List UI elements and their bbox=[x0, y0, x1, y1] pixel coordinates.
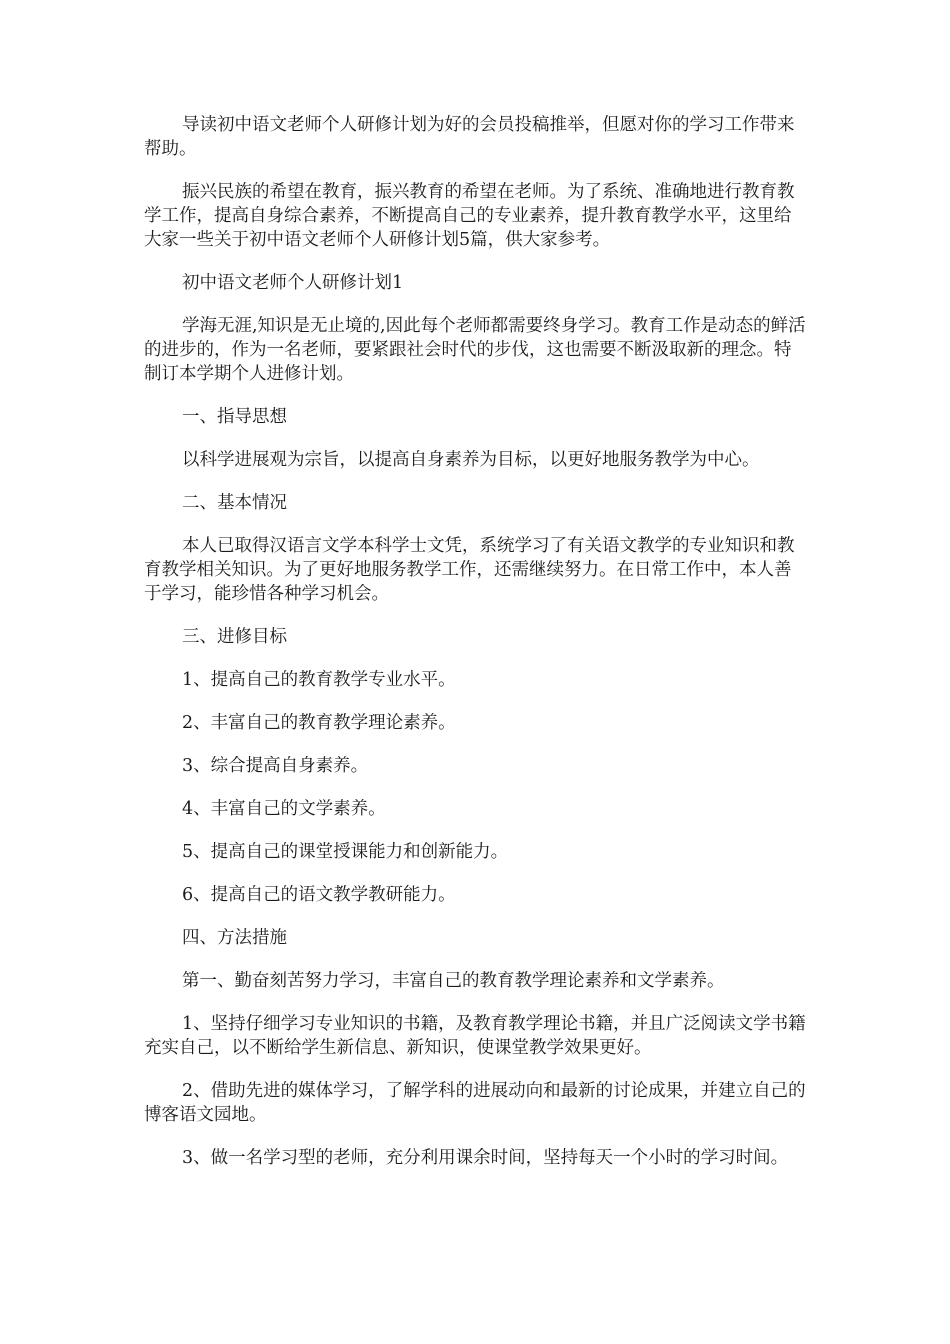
plan-title: 初中语文老师个人研修计划1 bbox=[182, 273, 404, 293]
intro-paragraph: 导读初中语文老师个人研修计划为好的会员投稿推举，但愿对你的学习工作带来帮助。 bbox=[144, 115, 795, 159]
method-heading-1: 第一、勤奋刻苦努力学习，丰富自己的教育教学理论素养和文学素养。 bbox=[182, 971, 725, 991]
goal-item-5: 5、提高自己的课堂授课能力和创新能力。 bbox=[182, 842, 509, 862]
section-heading-guiding-thought: 一、指导思想 bbox=[182, 407, 287, 427]
goal-item-4: 4、丰富自己的文学素养。 bbox=[182, 799, 386, 819]
section-heading-methods: 四、方法措施 bbox=[182, 928, 287, 948]
preface-paragraph: 振兴民族的希望在教育，振兴教育的希望在老师。为了系统、准确地进行教育教学工作，提高自身综合素养，不断提高自己的专业素养，提升教育教学水平，这里给大家一些关于初中语文老师个人研修计划5篇，供大家参考。 bbox=[144, 182, 795, 250]
goal-item-1: 1、提高自己的教育教学专业水平。 bbox=[182, 670, 456, 690]
guiding-thought-paragraph: 以科学进展观为宗旨，以提高自身素养为目标，以更好地服务教学为中心。 bbox=[182, 450, 760, 470]
method-item-2: 2、借助先进的媒体学习，了解学科的进展动向和最新的讨论成果，并建立自己的博客语文园地。 bbox=[144, 1081, 806, 1125]
plan-opening-paragraph: 学海无涯,知识是无止境的,因此每个老师都需要终身学习。教育工作是动态的鲜活的进步的，作为一名老师，要紧跟社会时代的步伐，这也需要不断汲取新的理念。特制订本学期个人进修计划。 bbox=[144, 316, 806, 384]
basic-situation-paragraph: 本人已取得汉语言文学本科学士文凭，系统学习了有关语文教学的专业知识和教育教学相关知识。为了更好地服务教学工作，还需继续努力。在日常工作中，本人善于学习，能珍惜各种学习机会。 bbox=[144, 536, 795, 604]
section-heading-basic-situation: 二、基本情况 bbox=[182, 493, 287, 513]
method-item-3: 3、做一名学习型的老师，充分利用课余时间，坚持每天一个小时的学习时间。 bbox=[182, 1148, 789, 1168]
goal-item-3: 3、综合提高自身素养。 bbox=[182, 756, 369, 776]
section-heading-goals: 三、进修目标 bbox=[182, 627, 287, 647]
document-body bbox=[144, 113, 806, 1189]
method-item-1: 1、坚持仔细学习专业知识的书籍，及教育教学理论书籍，并且广泛阅读文学书籍充实自己，以不断给学生新信息、新知识，使课堂教学效果更好。 bbox=[144, 1014, 806, 1058]
goal-item-6: 6、提高自己的语文教学教研能力。 bbox=[182, 885, 456, 905]
goal-item-2: 2、丰富自己的教育教学理论素养。 bbox=[182, 713, 456, 733]
